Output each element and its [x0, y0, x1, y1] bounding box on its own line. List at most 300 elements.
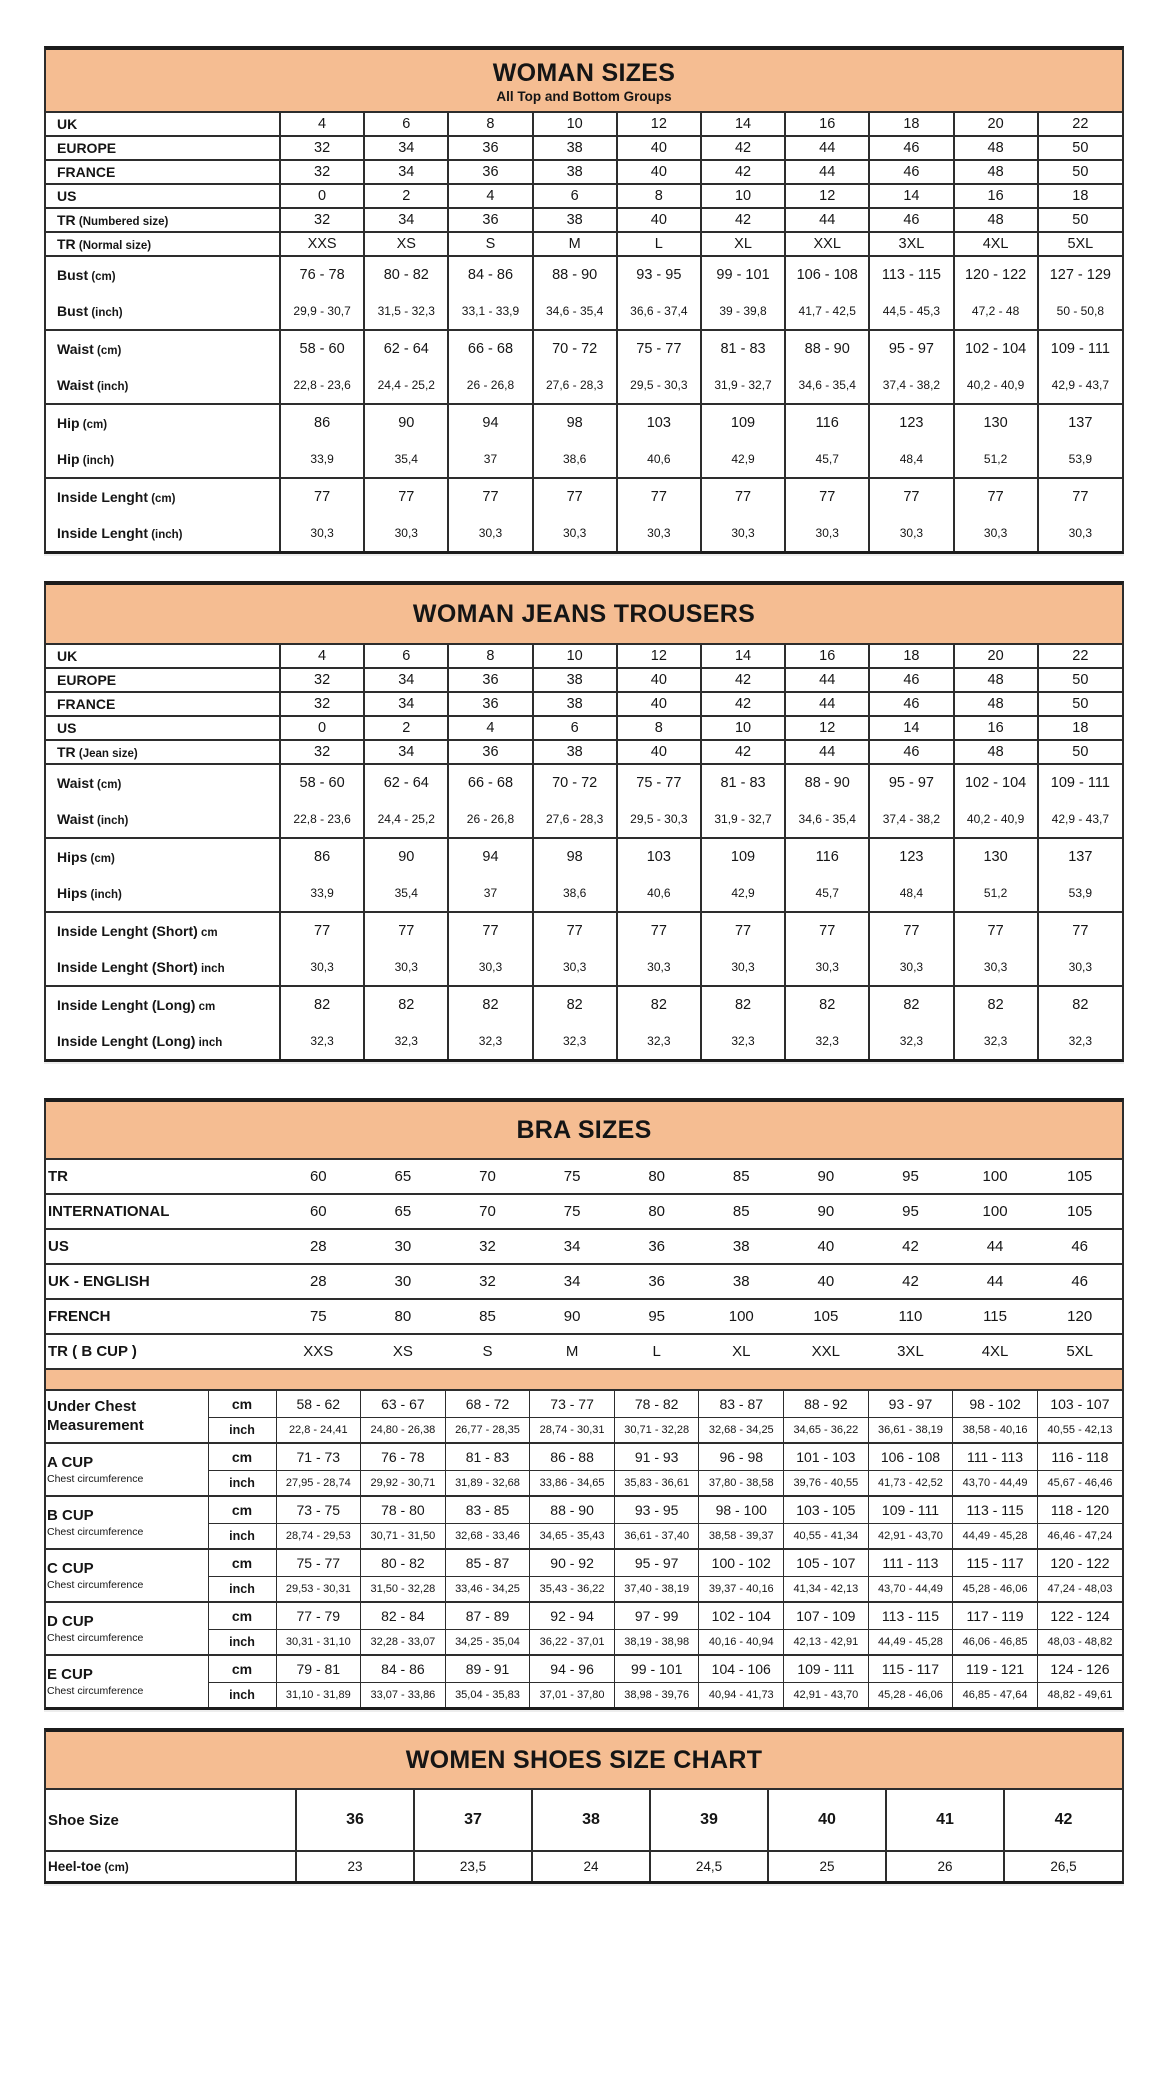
size-cell: 50 - 50,8	[1038, 293, 1122, 330]
size-cell: 27,95 - 28,74	[276, 1471, 361, 1497]
size-cell: 90	[364, 404, 448, 441]
size-cell: 46	[869, 740, 953, 764]
table-row	[46, 1789, 1122, 1851]
size-cell: 37,40 - 38,19	[614, 1577, 699, 1603]
size-cell: 82 - 84	[361, 1602, 446, 1630]
jeans-trousers-chart	[44, 581, 1124, 1062]
size-cell: 103	[617, 404, 701, 441]
row-label-text: US	[57, 720, 77, 736]
size-cell: 48	[954, 692, 1038, 716]
size-cell: 86 - 88	[530, 1443, 615, 1471]
section-label	[46, 1602, 208, 1655]
row-label-text: TR	[57, 236, 76, 252]
size-cell: 30,3	[701, 515, 785, 551]
size-cell: 83 - 85	[445, 1496, 530, 1524]
size-cell: 82	[869, 986, 953, 1023]
size-cell: 29,92 - 30,71	[361, 1471, 446, 1497]
size-cell: 40	[784, 1229, 869, 1264]
size-cell: 77	[1038, 478, 1122, 515]
size-cell: 104 - 106	[699, 1655, 784, 1683]
unit-cell: inch	[208, 1524, 276, 1550]
size-cell: 109	[701, 838, 785, 875]
size-cell: XXS	[280, 232, 364, 256]
size-cell: 77	[280, 478, 364, 515]
size-cell: 32	[445, 1229, 530, 1264]
size-cell: 77	[617, 912, 701, 949]
row-label-text: Hips	[57, 885, 88, 901]
bra-table	[46, 1158, 1122, 1707]
size-cell: 36	[448, 136, 532, 160]
size-cell: 38,6	[533, 441, 617, 478]
size-cell: 77	[617, 478, 701, 515]
size-cell: 6	[533, 716, 617, 740]
size-cell: 38	[532, 1789, 650, 1851]
size-cell: 30,3	[869, 515, 953, 551]
row-label-text: Inside Lenght (Short)	[57, 923, 198, 939]
table-row	[46, 367, 1122, 404]
row-label	[46, 232, 280, 256]
row-label-text: TR	[57, 744, 76, 760]
size-cell: 77	[701, 912, 785, 949]
size-cell: 60	[276, 1159, 361, 1194]
size-cell: 91 - 93	[614, 1443, 699, 1471]
size-cell: 10	[701, 716, 785, 740]
row-label-text: UK	[57, 648, 78, 664]
divider-strip-cell	[46, 1369, 1122, 1390]
size-cell: 116	[785, 404, 869, 441]
table-row	[46, 1655, 1122, 1683]
table-row	[46, 184, 1122, 208]
row-label	[46, 184, 280, 208]
size-cell: 30,3	[954, 515, 1038, 551]
size-cell: 98	[533, 838, 617, 875]
size-cell: 77	[1038, 912, 1122, 949]
row-label	[46, 404, 280, 441]
size-cell: 90	[784, 1159, 869, 1194]
size-cell: 73 - 75	[276, 1496, 361, 1524]
size-cell: 75 - 77	[617, 764, 701, 801]
size-cell: 77	[448, 478, 532, 515]
table-row	[46, 330, 1122, 367]
row-label: FRENCH	[46, 1299, 276, 1334]
size-cell: 120 - 122	[1037, 1549, 1122, 1577]
size-cell: 137	[1038, 404, 1122, 441]
size-cell: 8	[448, 644, 532, 668]
size-cell: 106 - 108	[785, 256, 869, 293]
row-label-text: Bust	[57, 303, 89, 319]
size-cell: 105 - 107	[784, 1549, 869, 1577]
size-cell: 50	[1038, 136, 1122, 160]
section-label-text: D CUP	[47, 1612, 94, 1630]
size-cell: 44,49 - 45,28	[868, 1630, 953, 1656]
size-cell: 34	[364, 160, 448, 184]
size-cell: 18	[869, 112, 953, 136]
size-cell: 50	[1038, 160, 1122, 184]
size-cell: 30,31 - 31,10	[276, 1630, 361, 1656]
row-label-text: Bust	[57, 267, 89, 283]
size-cell: 37	[414, 1789, 532, 1851]
size-cell: 88 - 90	[785, 764, 869, 801]
divider-strip	[46, 1369, 1122, 1390]
size-cell: 37	[448, 875, 532, 912]
size-cell: 40	[617, 208, 701, 232]
row-label	[46, 367, 280, 404]
size-cell: 96 - 98	[699, 1443, 784, 1471]
size-cell: 3XL	[868, 1334, 953, 1369]
size-cell: 65	[361, 1159, 446, 1194]
size-cell: 118 - 120	[1037, 1496, 1122, 1524]
size-cell: 120 - 122	[954, 256, 1038, 293]
size-cell: 33,1 - 33,9	[448, 293, 532, 330]
size-cell: 75	[276, 1299, 361, 1334]
size-cell: 95	[614, 1299, 699, 1334]
size-cell: 87 - 89	[445, 1602, 530, 1630]
size-cell: 75 - 77	[276, 1549, 361, 1577]
size-cell: 30,3	[364, 515, 448, 551]
size-cell: 44	[785, 160, 869, 184]
section-sublabel: Chest circumference	[47, 1632, 144, 1645]
size-cell: 40	[784, 1264, 869, 1299]
size-cell: 82	[1038, 986, 1122, 1023]
size-cell: 98 - 100	[699, 1496, 784, 1524]
size-cell: 105	[1037, 1194, 1122, 1229]
table-row	[46, 256, 1122, 293]
size-cell: 80	[614, 1159, 699, 1194]
size-cell: 36	[448, 208, 532, 232]
size-cell: 82	[448, 986, 532, 1023]
row-label-unit: cm	[195, 1001, 216, 1013]
row-label-unit: inch	[197, 963, 225, 975]
size-cell: 30,3	[448, 949, 532, 986]
size-cell: 137	[1038, 838, 1122, 875]
size-cell: 26 - 26,8	[448, 801, 532, 838]
size-cell: 20	[954, 644, 1038, 668]
row-label-unit: (Numbered size)	[75, 216, 169, 228]
table-row	[46, 801, 1122, 838]
table-row	[46, 515, 1122, 551]
size-cell: 84 - 86	[361, 1655, 446, 1683]
size-cell: 102 - 104	[954, 764, 1038, 801]
size-cell: 40,94 - 41,73	[699, 1683, 784, 1708]
size-cell: 82	[617, 986, 701, 1023]
size-cell: 29,9 - 30,7	[280, 293, 364, 330]
size-cell: 78 - 82	[614, 1390, 699, 1418]
size-cell: S	[445, 1334, 530, 1369]
size-cell: 51,2	[954, 875, 1038, 912]
size-cell: 130	[954, 838, 1038, 875]
size-cell: 85	[699, 1159, 784, 1194]
size-cell: 107 - 109	[784, 1602, 869, 1630]
size-cell: 82	[701, 986, 785, 1023]
unit-cell: cm	[208, 1496, 276, 1524]
size-cell: 45,28 - 46,06	[953, 1577, 1038, 1603]
size-cell: 31,9 - 32,7	[701, 367, 785, 404]
size-cell: L	[614, 1334, 699, 1369]
size-cell: 23,5	[414, 1851, 532, 1881]
size-cell: 30,3	[280, 515, 364, 551]
size-cell: 42,91 - 43,70	[784, 1683, 869, 1708]
size-cell: 10	[533, 112, 617, 136]
row-label-unit: (inch)	[87, 889, 122, 901]
size-cell: 40,55 - 41,34	[784, 1524, 869, 1550]
size-cell: 50	[1038, 668, 1122, 692]
table-row	[46, 668, 1122, 692]
size-cell: 53,9	[1038, 441, 1122, 478]
row-label	[46, 949, 280, 986]
size-cell: 119 - 121	[953, 1655, 1038, 1683]
row-label	[46, 986, 280, 1023]
size-cell: 33,07 - 33,86	[361, 1683, 446, 1708]
size-cell: 30,3	[533, 515, 617, 551]
size-cell: 33,86 - 34,65	[530, 1471, 615, 1497]
unit-cell: inch	[208, 1418, 276, 1444]
size-cell: 34,6 - 35,4	[533, 293, 617, 330]
size-cell: 24,4 - 25,2	[364, 367, 448, 404]
row-label	[46, 692, 280, 716]
size-cell: 16	[785, 644, 869, 668]
row-label-unit: (inch)	[79, 455, 115, 467]
row-label: UK - ENGLISH	[46, 1264, 276, 1299]
size-cell: 30,71 - 32,28	[614, 1418, 699, 1444]
table-title: BRA SIZES	[516, 1116, 652, 1144]
size-cell: 34	[530, 1229, 615, 1264]
row-label-unit: (inch)	[93, 381, 129, 393]
size-cell: 81 - 83	[445, 1443, 530, 1471]
row-label	[46, 441, 280, 478]
size-cell: 44	[785, 208, 869, 232]
size-cell: 22,8 - 23,6	[280, 801, 364, 838]
size-cell: 82	[954, 986, 1038, 1023]
section-sublabel: Chest circumference	[47, 1473, 144, 1486]
size-cell: 103 - 105	[784, 1496, 869, 1524]
size-cell: 38,6	[533, 875, 617, 912]
size-cell: 34	[364, 136, 448, 160]
size-cell: 26 - 26,8	[448, 367, 532, 404]
table-row	[46, 764, 1122, 801]
size-cell: 4XL	[954, 232, 1038, 256]
size-cell: 33,9	[280, 441, 364, 478]
size-cell: 16	[785, 112, 869, 136]
table-title: WOMAN JEANS TROUSERS	[412, 600, 756, 628]
size-cell: 80 - 82	[364, 256, 448, 293]
size-cell: 80 - 82	[361, 1549, 446, 1577]
size-cell: 75	[530, 1159, 615, 1194]
size-cell: M	[533, 232, 617, 256]
table-row	[46, 1418, 1122, 1444]
table-row	[46, 441, 1122, 478]
bra-header	[46, 1102, 1122, 1158]
size-cell: 58 - 60	[280, 764, 364, 801]
size-cell: 34	[364, 668, 448, 692]
row-label	[46, 875, 280, 912]
size-cell: 33,9	[280, 875, 364, 912]
size-cell: 41,7 - 42,5	[785, 293, 869, 330]
size-cell: 48	[954, 668, 1038, 692]
table-row	[46, 716, 1122, 740]
size-cell: 34,65 - 36,22	[784, 1418, 869, 1444]
row-label	[46, 668, 280, 692]
size-cell: 77	[701, 478, 785, 515]
section-label	[46, 1443, 208, 1496]
size-cell: 77	[533, 478, 617, 515]
row-label-text: TR	[57, 212, 76, 228]
section-label-text: E CUP	[47, 1665, 93, 1683]
size-cell: 88 - 90	[785, 330, 869, 367]
size-cell: 90 - 92	[530, 1549, 615, 1577]
row-label	[46, 112, 280, 136]
size-cell: 40,2 - 40,9	[954, 367, 1038, 404]
size-cell: 34	[364, 692, 448, 716]
size-cell: 50	[1038, 208, 1122, 232]
row-label-text: EUROPE	[57, 672, 117, 688]
size-cell: 36	[614, 1229, 699, 1264]
table-row	[46, 1334, 1122, 1369]
size-cell: 115	[953, 1299, 1038, 1334]
size-cell: 103	[617, 838, 701, 875]
row-label	[46, 764, 280, 801]
size-cell: 83 - 87	[699, 1390, 784, 1418]
size-cell: 120	[1037, 1299, 1122, 1334]
row-label	[46, 208, 280, 232]
size-cell: 36	[448, 740, 532, 764]
size-cell: 82	[533, 986, 617, 1023]
size-cell: 34,6 - 35,4	[785, 367, 869, 404]
row-label-text: Inside Lenght	[57, 525, 148, 541]
table-row	[46, 1851, 1122, 1881]
size-cell: 42	[701, 668, 785, 692]
row-label-unit: (cm)	[93, 345, 122, 357]
section-sublabel: Chest circumference	[47, 1685, 144, 1698]
size-cell: 34,6 - 35,4	[785, 801, 869, 838]
row-label-text: Hip	[57, 415, 80, 431]
section-label-text: C CUP	[47, 1559, 94, 1577]
size-cell: 50	[1038, 692, 1122, 716]
size-cell: 0	[280, 184, 364, 208]
size-cell: 32	[280, 668, 364, 692]
size-cell: 29,5 - 30,3	[617, 801, 701, 838]
size-cell: 0	[280, 716, 364, 740]
size-cell: 32	[280, 136, 364, 160]
size-cell: 99 - 101	[701, 256, 785, 293]
row-label	[46, 912, 280, 949]
size-cell: 34	[364, 740, 448, 764]
size-cell: 4	[448, 184, 532, 208]
size-cell: 38	[699, 1229, 784, 1264]
size-cell: 30,71 - 31,50	[361, 1524, 446, 1550]
section-label	[46, 1496, 208, 1549]
row-label-text: Hips	[57, 849, 88, 865]
size-cell: 22,8 - 24,41	[276, 1418, 361, 1444]
row-label-unit: cm	[197, 927, 218, 939]
section-sublabel: Chest circumference	[47, 1579, 144, 1592]
row-label-text: Inside Lenght	[57, 489, 148, 505]
size-cell: 12	[785, 716, 869, 740]
size-cell: 95 - 97	[614, 1549, 699, 1577]
size-cell: 38,98 - 39,76	[614, 1683, 699, 1708]
size-cell: 42	[868, 1229, 953, 1264]
size-cell: 81 - 83	[701, 764, 785, 801]
size-cell: 18	[1038, 184, 1122, 208]
row-label-text: EUROPE	[57, 140, 117, 156]
size-cell: 46	[1037, 1229, 1122, 1264]
size-cell: 95 - 97	[869, 764, 953, 801]
size-cell: 12	[617, 112, 701, 136]
size-cell: 88 - 90	[530, 1496, 615, 1524]
size-cell: 44,49 - 45,28	[953, 1524, 1038, 1550]
size-cell: 5XL	[1037, 1334, 1122, 1369]
size-cell: 93 - 95	[614, 1496, 699, 1524]
size-cell: 30	[361, 1229, 446, 1264]
size-cell: 29,53 - 30,31	[276, 1577, 361, 1603]
size-cell: 28,74 - 29,53	[276, 1524, 361, 1550]
size-cell: 117 - 119	[953, 1602, 1038, 1630]
size-cell: 40	[617, 668, 701, 692]
size-cell: 44,5 - 45,3	[869, 293, 953, 330]
size-cell: 110	[868, 1299, 953, 1334]
size-cell: 26,77 - 28,35	[445, 1418, 530, 1444]
size-cell: XXL	[785, 232, 869, 256]
size-cell: 42,91 - 43,70	[868, 1524, 953, 1550]
size-cell: 32,68 - 33,46	[445, 1524, 530, 1550]
size-cell: 43,70 - 44,49	[953, 1471, 1038, 1497]
size-cell: 77	[448, 912, 532, 949]
size-cell: 10	[533, 644, 617, 668]
size-cell: 80	[361, 1299, 446, 1334]
size-cell: 109	[701, 404, 785, 441]
size-cell: 106 - 108	[868, 1443, 953, 1471]
size-cell: 46	[869, 692, 953, 716]
woman-sizes-table	[46, 111, 1122, 551]
table-row	[46, 478, 1122, 515]
size-cell: 46	[869, 136, 953, 160]
size-cell: 30,3	[280, 949, 364, 986]
size-cell: 82	[785, 986, 869, 1023]
size-cell: 28	[276, 1264, 361, 1299]
size-cell: 38,58 - 39,37	[699, 1524, 784, 1550]
size-cell: 75 - 77	[617, 330, 701, 367]
size-cell: 4XL	[953, 1334, 1038, 1369]
row-label-text: US	[57, 188, 77, 204]
size-cell: 42	[701, 692, 785, 716]
size-cell: 44	[785, 692, 869, 716]
size-cell: 8	[617, 184, 701, 208]
size-cell: 12	[785, 184, 869, 208]
size-cell: 18	[1038, 716, 1122, 740]
table-row	[46, 875, 1122, 912]
row-label	[46, 838, 280, 875]
table-row	[46, 644, 1122, 668]
size-cell: 41,73 - 42,52	[868, 1471, 953, 1497]
size-cell: 86	[280, 404, 364, 441]
jeans-header	[46, 585, 1122, 643]
size-cell: 46,06 - 46,85	[953, 1630, 1038, 1656]
size-cell: 66 - 68	[448, 764, 532, 801]
row-label	[46, 1023, 280, 1059]
size-cell: 97 - 99	[614, 1602, 699, 1630]
row-label-text: FRANCE	[57, 164, 116, 180]
size-cell: 63 - 67	[361, 1390, 446, 1418]
size-cell: 48,4	[869, 875, 953, 912]
size-cell: 70	[445, 1194, 530, 1229]
size-cell: 70 - 72	[533, 764, 617, 801]
size-cell: 36	[448, 692, 532, 716]
table-row	[46, 1023, 1122, 1059]
shoes-size-chart	[44, 1728, 1124, 1884]
size-cell: 105	[1037, 1159, 1122, 1194]
size-cell: 24	[532, 1851, 650, 1881]
row-label-text: Waist	[57, 377, 94, 393]
size-cell: 77	[364, 912, 448, 949]
